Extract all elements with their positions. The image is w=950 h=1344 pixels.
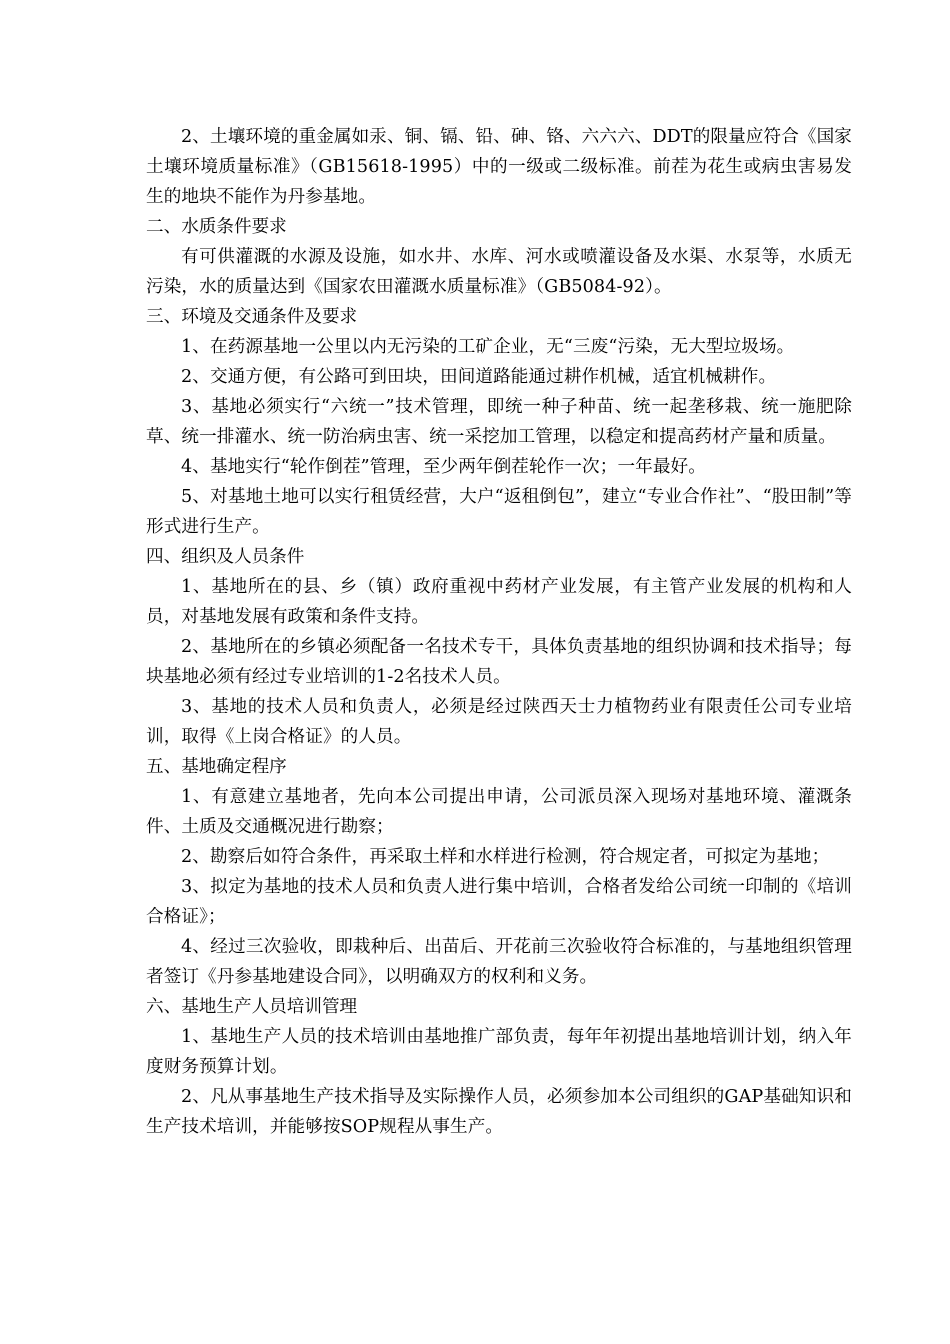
paragraph-acceptance: 4、经过三次验收，即栽种后、出苗后、开花前三次验收符合标准的，与基地组织管理者签订《丹参基地建设合同》，以明确双方的权利和义务。 <box>146 937 852 987</box>
paragraph-no-pollution: 1、在药源基地一公里以内无污染的工矿企业，无“三废“污染，无大型垃圾场。 <box>181 337 795 357</box>
paragraph-application: 1、有意建立基地者，先向本公司提出申请，公司派员深入现场对基地环境、灌溉条件、土质及交通概况进行勘察； <box>146 787 852 837</box>
paragraph-sampling: 2、勘察后如符合条件，再采取土样和水样进行检测，符合规定者，可拟定为基地； <box>181 847 830 867</box>
paragraph-crop-rotation: 4、基地实行“轮作倒茬”管理，至少两年倒茬轮作一次；一年最好。 <box>181 457 706 477</box>
section-heading-training-management: 六、基地生产人员培训管理 <box>146 997 358 1017</box>
paragraph-six-unifications: 3、基地必须实行“六统一”技术管理，即统一种子种苗、统一起垄移栽、统一施肥除草、统一排灌水、统一防治病虫害、统一采挖加工管理，以稳定和提高药材产量和质量。 <box>146 397 852 447</box>
paragraph-land-lease: 5、对基地土地可以实行租赁经营，大户“返租倒包”，建立“专业合作社”、“股田制”等形式进行生产。 <box>146 487 852 537</box>
paragraph-training: 3、拟定为基地的技术人员和负责人进行集中培训，合格者发给公司统一印制的《培训合格证》； <box>146 877 852 927</box>
section-heading-organization-personnel: 四、组织及人员条件 <box>146 547 305 567</box>
section-heading-environment-traffic: 三、环境及交通条件及要求 <box>146 307 358 327</box>
paragraph-traffic: 2、交通方便，有公路可到田块，田间道路能通过耕作机械，适宜机械耕作。 <box>181 367 777 387</box>
paragraph-technical-staff: 2、基地所在的乡镇必须配备一名技术专干，具体负责基地的组织协调和技术指导；每块基地必须有经过专业培训的1-2名技术人员。 <box>146 637 852 687</box>
paragraph-government-support: 1、基地所在的县、乡（镇）政府重视中药材产业发展，有主管产业发展的机构和人员，对基地发展有政策和条件支持。 <box>146 577 852 627</box>
paragraph-gap-training: 2、凡从事基地生产技术指导及实际操作人员，必须参加本公司组织的GAP基础知识和生产技术培训，并能够按SOP规程从事生产。 <box>146 1087 852 1137</box>
document-body <box>146 122 852 1142</box>
paragraph-irrigation-water: 有可供灌溉的水源及设施，如水井、水库、河水或喷灌设备及水渠、水泵等，水质无污染，水的质量达到《国家农田灌溉水质量标准》（GB5084-92）。 <box>146 247 852 297</box>
paragraph-certification: 3、基地的技术人员和负责人，必须是经过陕西天士力植物药业有限责任公司专业培训，取得《上岗合格证》的人员。 <box>146 697 852 747</box>
paragraph-soil-heavy-metals: 2、土壤环境的重金属如汞、铜、镉、铅、砷、铬、六六六、DDT的限量应符合《国家土壤环境质量标准》（GB15618-1995）中的一级或二级标准。前茬为花生或病虫害易发生的地块不能作为丹参基地。 <box>146 127 852 207</box>
paragraph-training-plan: 1、基地生产人员的技术培训由基地推广部负责，每年年初提出基地培训计划，纳入年度财务预算计划。 <box>146 1027 852 1077</box>
section-heading-base-procedure: 五、基地确定程序 <box>146 757 287 777</box>
section-heading-water-quality: 二、水质条件要求 <box>146 217 287 237</box>
